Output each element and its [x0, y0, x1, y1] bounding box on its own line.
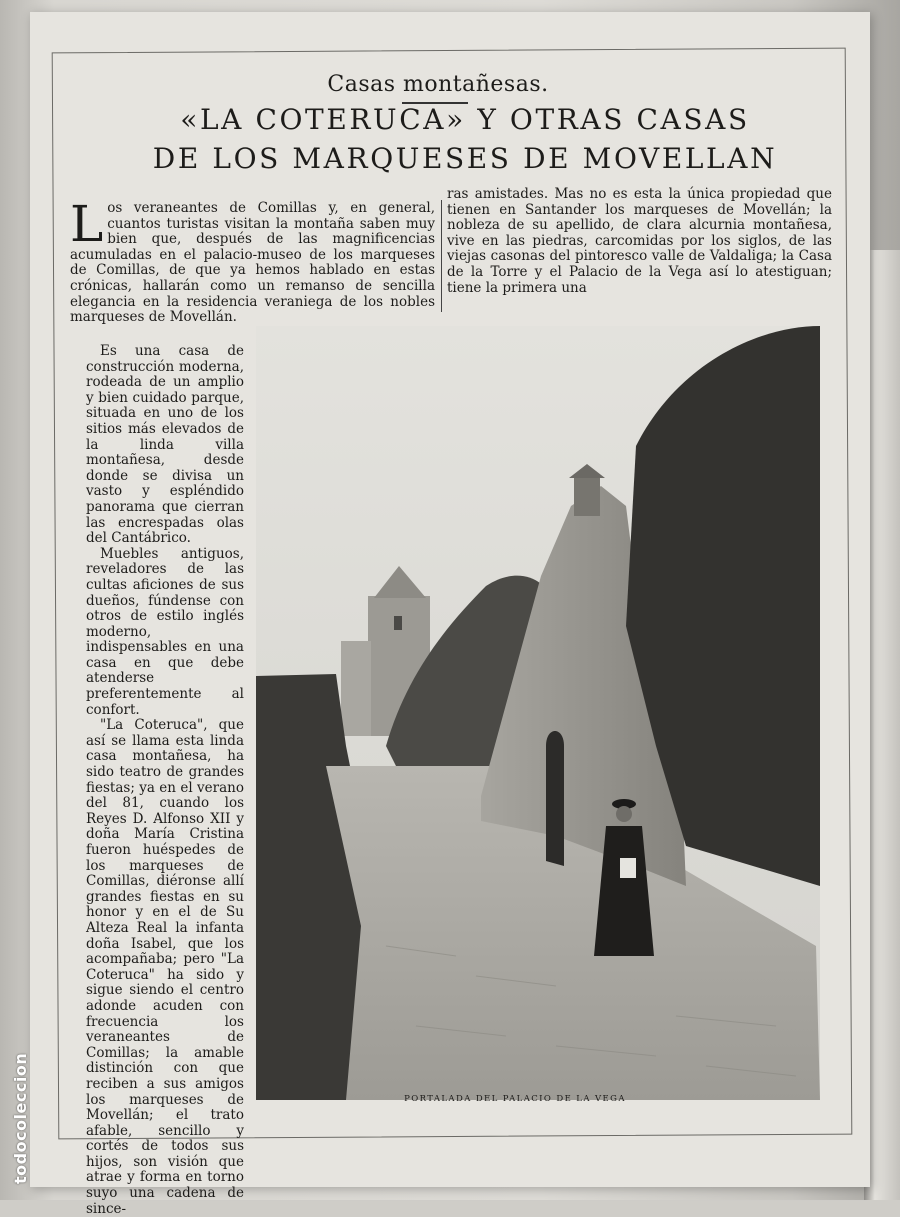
- column-divider: [441, 200, 442, 312]
- right-column-text: ras amistades. Mas no es esta la única propiedad que tienen en Santander los marqueses de Movellán; la nobleza de su apellido, de clara alcurnia montañesa, vive en las piedras, carcomidas por los siglos, de las viejas casonas del pintoresco valle de Valdaliga; la Casa de la Torre y el Palacio de la Vega así lo atestiguan; tiene la primera una: [447, 186, 832, 296]
- lead-text: os veraneantes de Comillas y, en general, cuantos turistas visitan la montaña saben muy bien que, después de las magnificencias acumuladas en el palacio-museo de los marqueses de Comillas, de que ya hemos hablado en estas crónicas, hallarán como un remanso de sencilla elegancia en la residencia veraniega de los nobles marqueses de Movellán.: [70, 200, 435, 326]
- section-title: Casas montañesas.: [327, 72, 549, 97]
- photo-caption: PORTALADA DEL PALACIO DE LA VEGA: [404, 1094, 626, 1104]
- paragraph-furniture: Muebles antiguos, reveladores de las cultas aficiones de sus dueños, fúndense con otros de estilo inglés moderno, indispensables en una casa en que debe atenderse preferentemente al confort.: [86, 545, 244, 718]
- headline-line-2: DE LOS MARQUESES DE MOVELLAN: [152, 142, 778, 175]
- photo-illustration: [256, 326, 820, 1100]
- watermark-text: todocoleccion: [11, 1052, 30, 1184]
- paragraph-coteruca: "La Coteruca", que así se llama esta linda casa montañesa, ha sido teatro de grandes fiestas; ya en el verano del 81, cuando los Reyes D. Alfonso XII y doña María Cristina fueron huéspedes de los marqueses de Comillas, diéronse allí grandes fiestas en su honor y en el de Su Alteza Real la infanta doña Isabel, que los acompañaba; pero "La Coteruca" ha sido y sigue siendo el centro adonde acuden con frecuencia los veraneantes de Comillas; la amable distinción con que reciben a sus amigos los marqueses de Movellán; el trato afable, sencillo y cortés de todos sus hijos, son visión que atrae y forma en torno suyo una cadena de since-: [86, 717, 244, 1217]
- headline-line-1: «LA COTERUCA» Y OTRAS CASAS: [180, 103, 750, 136]
- headline: [105, 100, 825, 178]
- narrow-column: [86, 344, 244, 1217]
- drop-cap: L: [70, 195, 104, 253]
- lead-paragraph: [70, 195, 435, 326]
- paragraph-construction: Es una casa de construcción moderna, rodeada de un amplio y bien cuidado parque, situada en uno de los sitios más elevados de la linda villa montañesa, desde donde se divisa un vasto y espléndido panorama que cierran las encrespadas olas del Cantábrico.: [86, 343, 244, 547]
- watermark-logo: [8, 1020, 30, 1185]
- photo-palacio-de-la-vega: [256, 326, 820, 1100]
